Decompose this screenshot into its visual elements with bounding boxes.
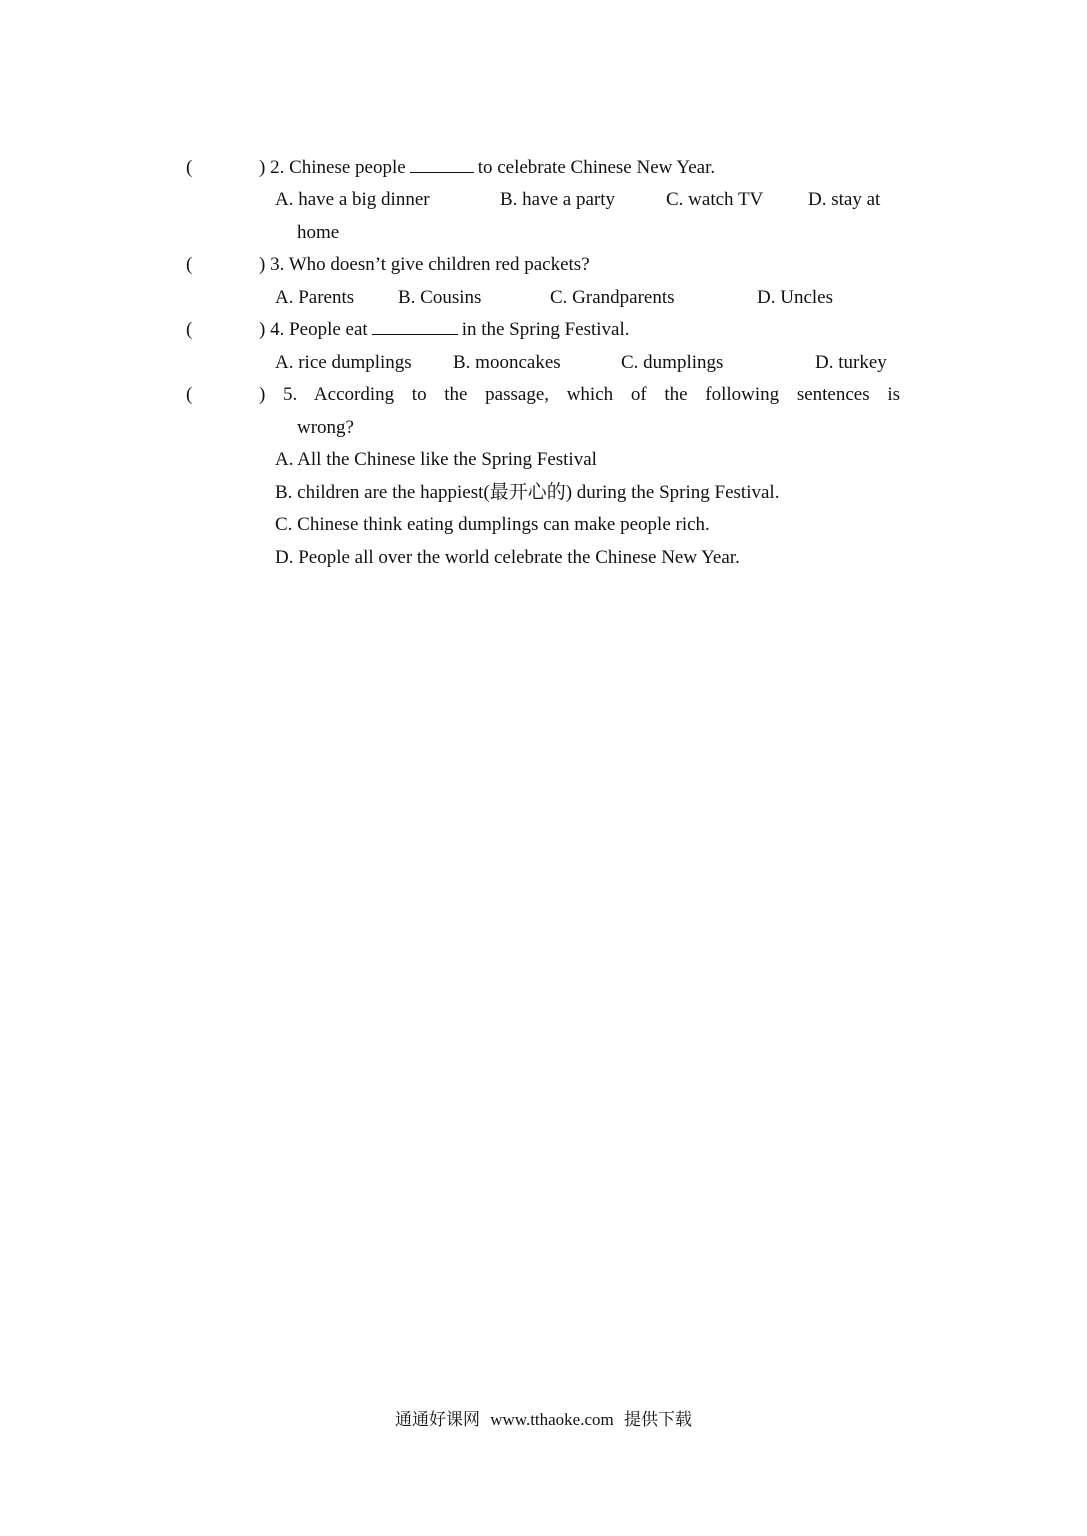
question-4 [186, 316, 900, 344]
footer-site-name: 通通好课网 [394, 1410, 480, 1429]
option-c: C. watch TV [666, 189, 764, 210]
question-3-text: ) 3. Who doesn’t give children red packets? [259, 254, 590, 275]
question-5-text-continued: wrong? [297, 417, 354, 438]
footer-url[interactable]: www.tthaoke.com [490, 1410, 614, 1429]
option-c: C. Grandparents [550, 287, 675, 308]
answer-paren: ( [186, 319, 193, 340]
option-a: A. Parents [275, 287, 355, 308]
question-4-prefix: ) 4. People eat [259, 319, 368, 340]
question-2-blank [410, 155, 474, 173]
option-a: A. have a big dinner [275, 189, 430, 210]
option-d-continued: home [297, 222, 340, 243]
question-4-text [259, 316, 900, 344]
question-4-options [275, 349, 900, 377]
answer-paren: ( [186, 157, 193, 178]
question-2-prefix: ) 2. Chinese people [259, 157, 406, 178]
question-2-suffix: to celebrate Chinese New Year. [477, 157, 716, 178]
question-2-text [259, 154, 900, 182]
option-d: D. turkey [815, 352, 887, 373]
option-c: C. Chinese think eating dumplings can make people rich. [275, 514, 710, 535]
option-a: A. rice dumplings [275, 352, 412, 373]
option-b: B. Cousins [398, 287, 482, 308]
question-2-options [275, 186, 900, 214]
option-c: C. dumplings [621, 352, 724, 373]
option-b: B. children are the happiest(最开心的) during the Spring Festival. [275, 482, 780, 503]
question-5-text: ) 5. According to the passage, which of the following sentences is [259, 384, 900, 405]
option-d: D. People all over the world celebrate the Chinese New Year. [275, 547, 740, 568]
option-a: A. All the Chinese like the Spring Festival [275, 449, 597, 470]
question-5 [186, 381, 900, 409]
option-b: B. have a party [500, 189, 616, 210]
question-4-suffix: in the Spring Festival. [461, 319, 630, 340]
footer-note: 提供下载 [624, 1410, 693, 1429]
answer-paren: ( [186, 384, 193, 405]
question-2 [186, 154, 900, 182]
option-d: D. stay at [808, 189, 881, 210]
option-d: D. Uncles [757, 287, 833, 308]
option-b: B. mooncakes [453, 352, 561, 373]
question-3 [186, 251, 900, 279]
question-4-blank [372, 317, 458, 335]
question-3-options [275, 284, 900, 312]
answer-paren: ( [186, 254, 193, 275]
page-footer [0, 1407, 1087, 1433]
